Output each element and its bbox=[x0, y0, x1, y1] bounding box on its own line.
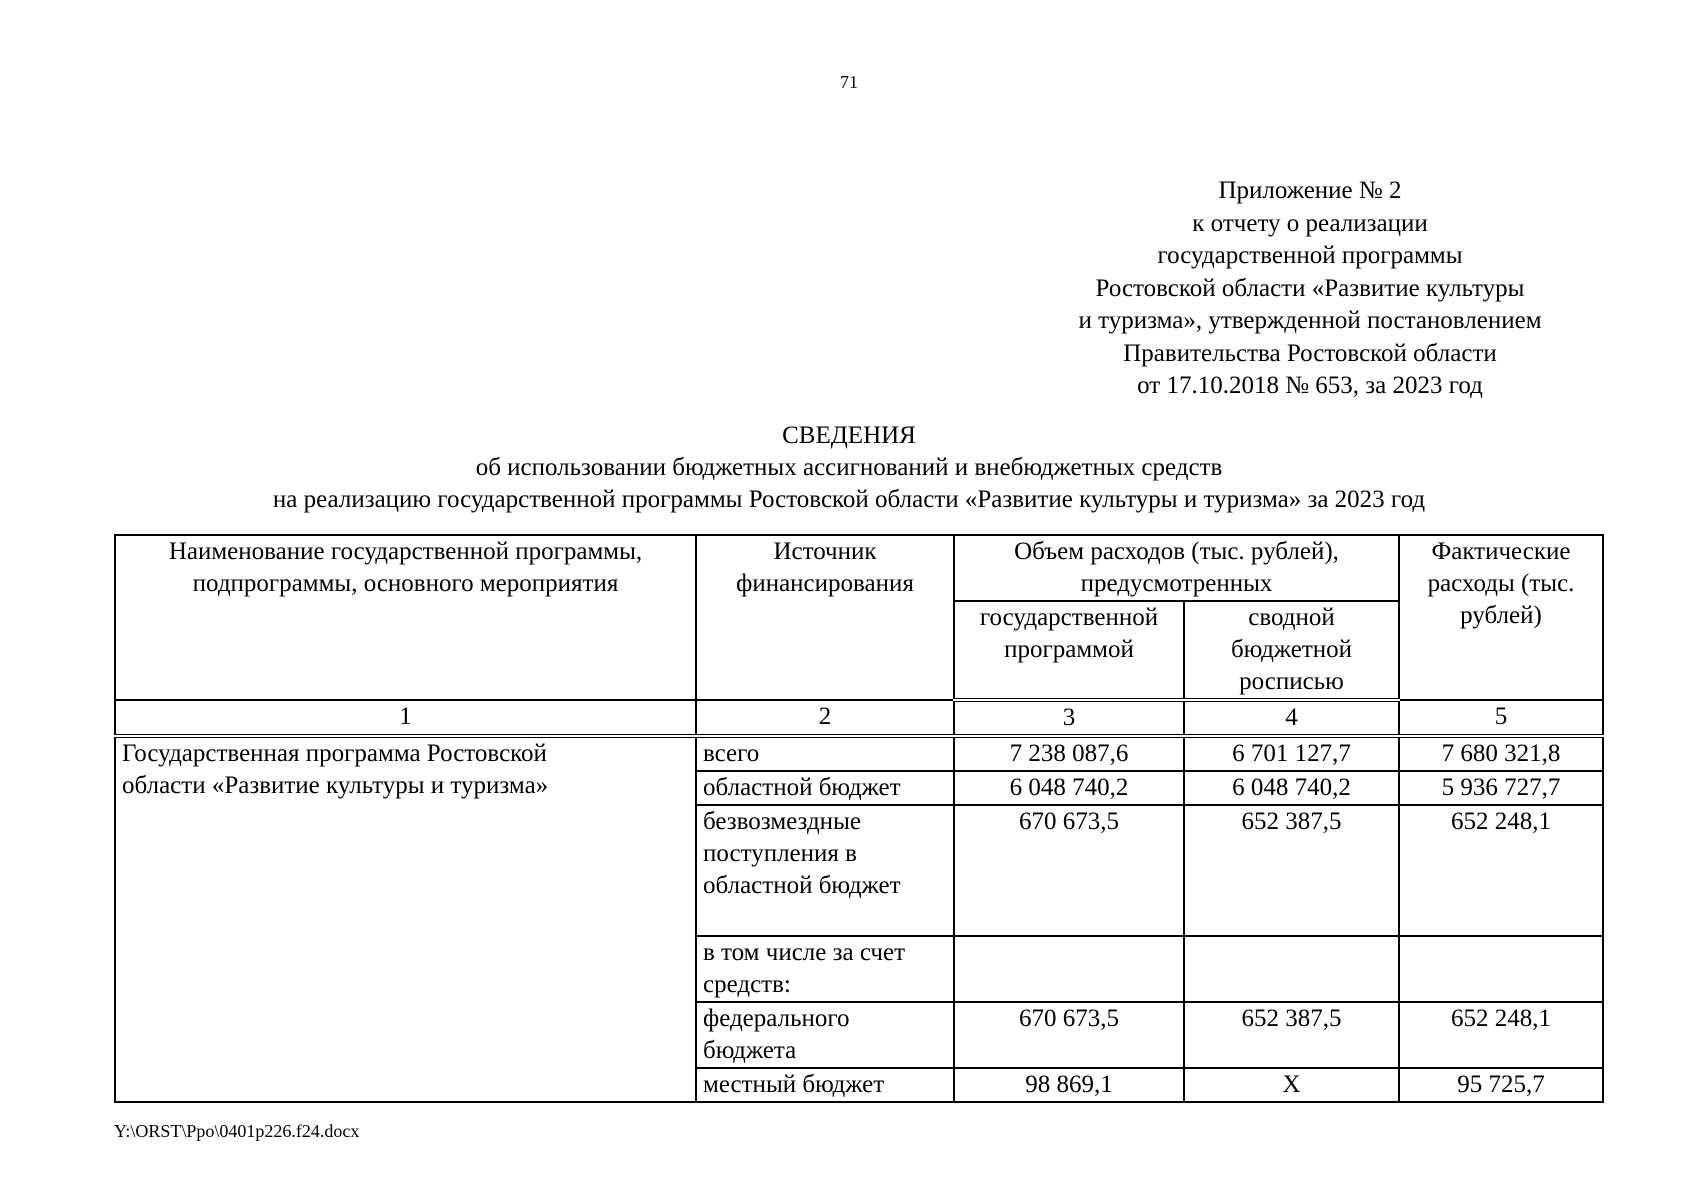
budget-amount-cell: 652 387,5 bbox=[1184, 1002, 1399, 1068]
source-cell: безвозмездные поступления в областной бюджет bbox=[696, 805, 954, 936]
actual-amount-cell bbox=[1399, 936, 1603, 1002]
source-cell: в том числе за счет средств: bbox=[696, 936, 954, 1002]
appendix-line: к отчету о реализации bbox=[1192, 209, 1428, 237]
budget-amount-cell: 6 701 127,7 bbox=[1184, 736, 1399, 771]
budget-amount-cell: Х bbox=[1184, 1068, 1399, 1102]
page-number: 71 bbox=[840, 72, 858, 92]
source-cell: федерального бюджета bbox=[696, 1002, 954, 1068]
source-cell: областной бюджет bbox=[696, 771, 954, 805]
header-name: Наименование государственной программы, подпрограммы, основного мероприятия bbox=[115, 535, 696, 700]
budget-amount-cell: 6 048 740,2 bbox=[1184, 771, 1399, 805]
appendix-block bbox=[1030, 175, 1590, 403]
budget-amount-cell: 652 387,5 bbox=[1184, 805, 1399, 936]
appendix-line: государственной программы bbox=[1157, 242, 1463, 269]
appendix-line: Приложение № 2 bbox=[1218, 177, 1402, 204]
column-number: 3 bbox=[954, 700, 1184, 736]
column-number: 2 bbox=[696, 700, 954, 736]
actual-amount-cell: 652 248,1 bbox=[1399, 805, 1603, 936]
appendix-line: от 17.10.2018 № 653, за 2023 год bbox=[1137, 372, 1483, 399]
source-cell: всего bbox=[696, 736, 954, 771]
actual-amount-cell: 5 936 727,7 bbox=[1399, 771, 1603, 805]
file-path-footer: Y:\ORST\Ppo\0401p226.f24.docx bbox=[114, 1121, 360, 1141]
program-amount-cell: 7 238 087,6 bbox=[954, 736, 1184, 771]
appendix-line: Правительства Ростовской области bbox=[1123, 339, 1497, 367]
source-cell: местный бюджет bbox=[696, 1068, 954, 1102]
table-row bbox=[115, 736, 1603, 771]
program-amount-cell: 670 673,5 bbox=[954, 1002, 1184, 1068]
budget-amount-cell bbox=[1184, 936, 1399, 1002]
actual-amount-cell: 95 725,7 bbox=[1399, 1068, 1603, 1102]
title-subtitle: на реализацию государственной программы Ростовской области «Развитие культуры и туризма» за 2023 год bbox=[272, 486, 1426, 513]
header-by-program: государственной программой bbox=[954, 601, 1184, 700]
actual-amount-cell: 7 680 321,8 bbox=[1399, 736, 1603, 771]
header-source: Источник финансирования bbox=[696, 535, 954, 700]
column-number: 5 bbox=[1399, 700, 1603, 736]
appendix-line: и туризма», утвержденной постановлением bbox=[1078, 307, 1542, 334]
header-volume-group: Объем расходов (тыс. рублей), предусмотренных bbox=[954, 535, 1399, 601]
column-number: 1 bbox=[115, 700, 696, 736]
title-heading: СВЕДЕНИЯ bbox=[782, 422, 916, 449]
document-title bbox=[0, 420, 1698, 516]
expenditure-table bbox=[114, 534, 1604, 1103]
program-amount-cell bbox=[954, 936, 1184, 1002]
column-number: 4 bbox=[1184, 700, 1399, 736]
title-subtitle: об использовании бюджетных ассигнований и внебюджетных средств bbox=[475, 454, 1223, 481]
header-actual: Фактические расходы (тыс. рублей) bbox=[1399, 535, 1603, 700]
actual-amount-cell: 652 248,1 bbox=[1399, 1002, 1603, 1068]
program-amount-cell: 98 869,1 bbox=[954, 1068, 1184, 1102]
header-by-budget: сводной бюджетной росписью bbox=[1184, 601, 1399, 700]
program-amount-cell: 670 673,5 bbox=[954, 805, 1184, 936]
appendix-line: Ростовской области «Развитие культуры bbox=[1095, 274, 1525, 302]
program-amount-cell: 6 048 740,2 bbox=[954, 771, 1184, 805]
program-name-cell: Государственная программа Ростовской области «Развитие культуры и туризма» bbox=[115, 736, 696, 1102]
